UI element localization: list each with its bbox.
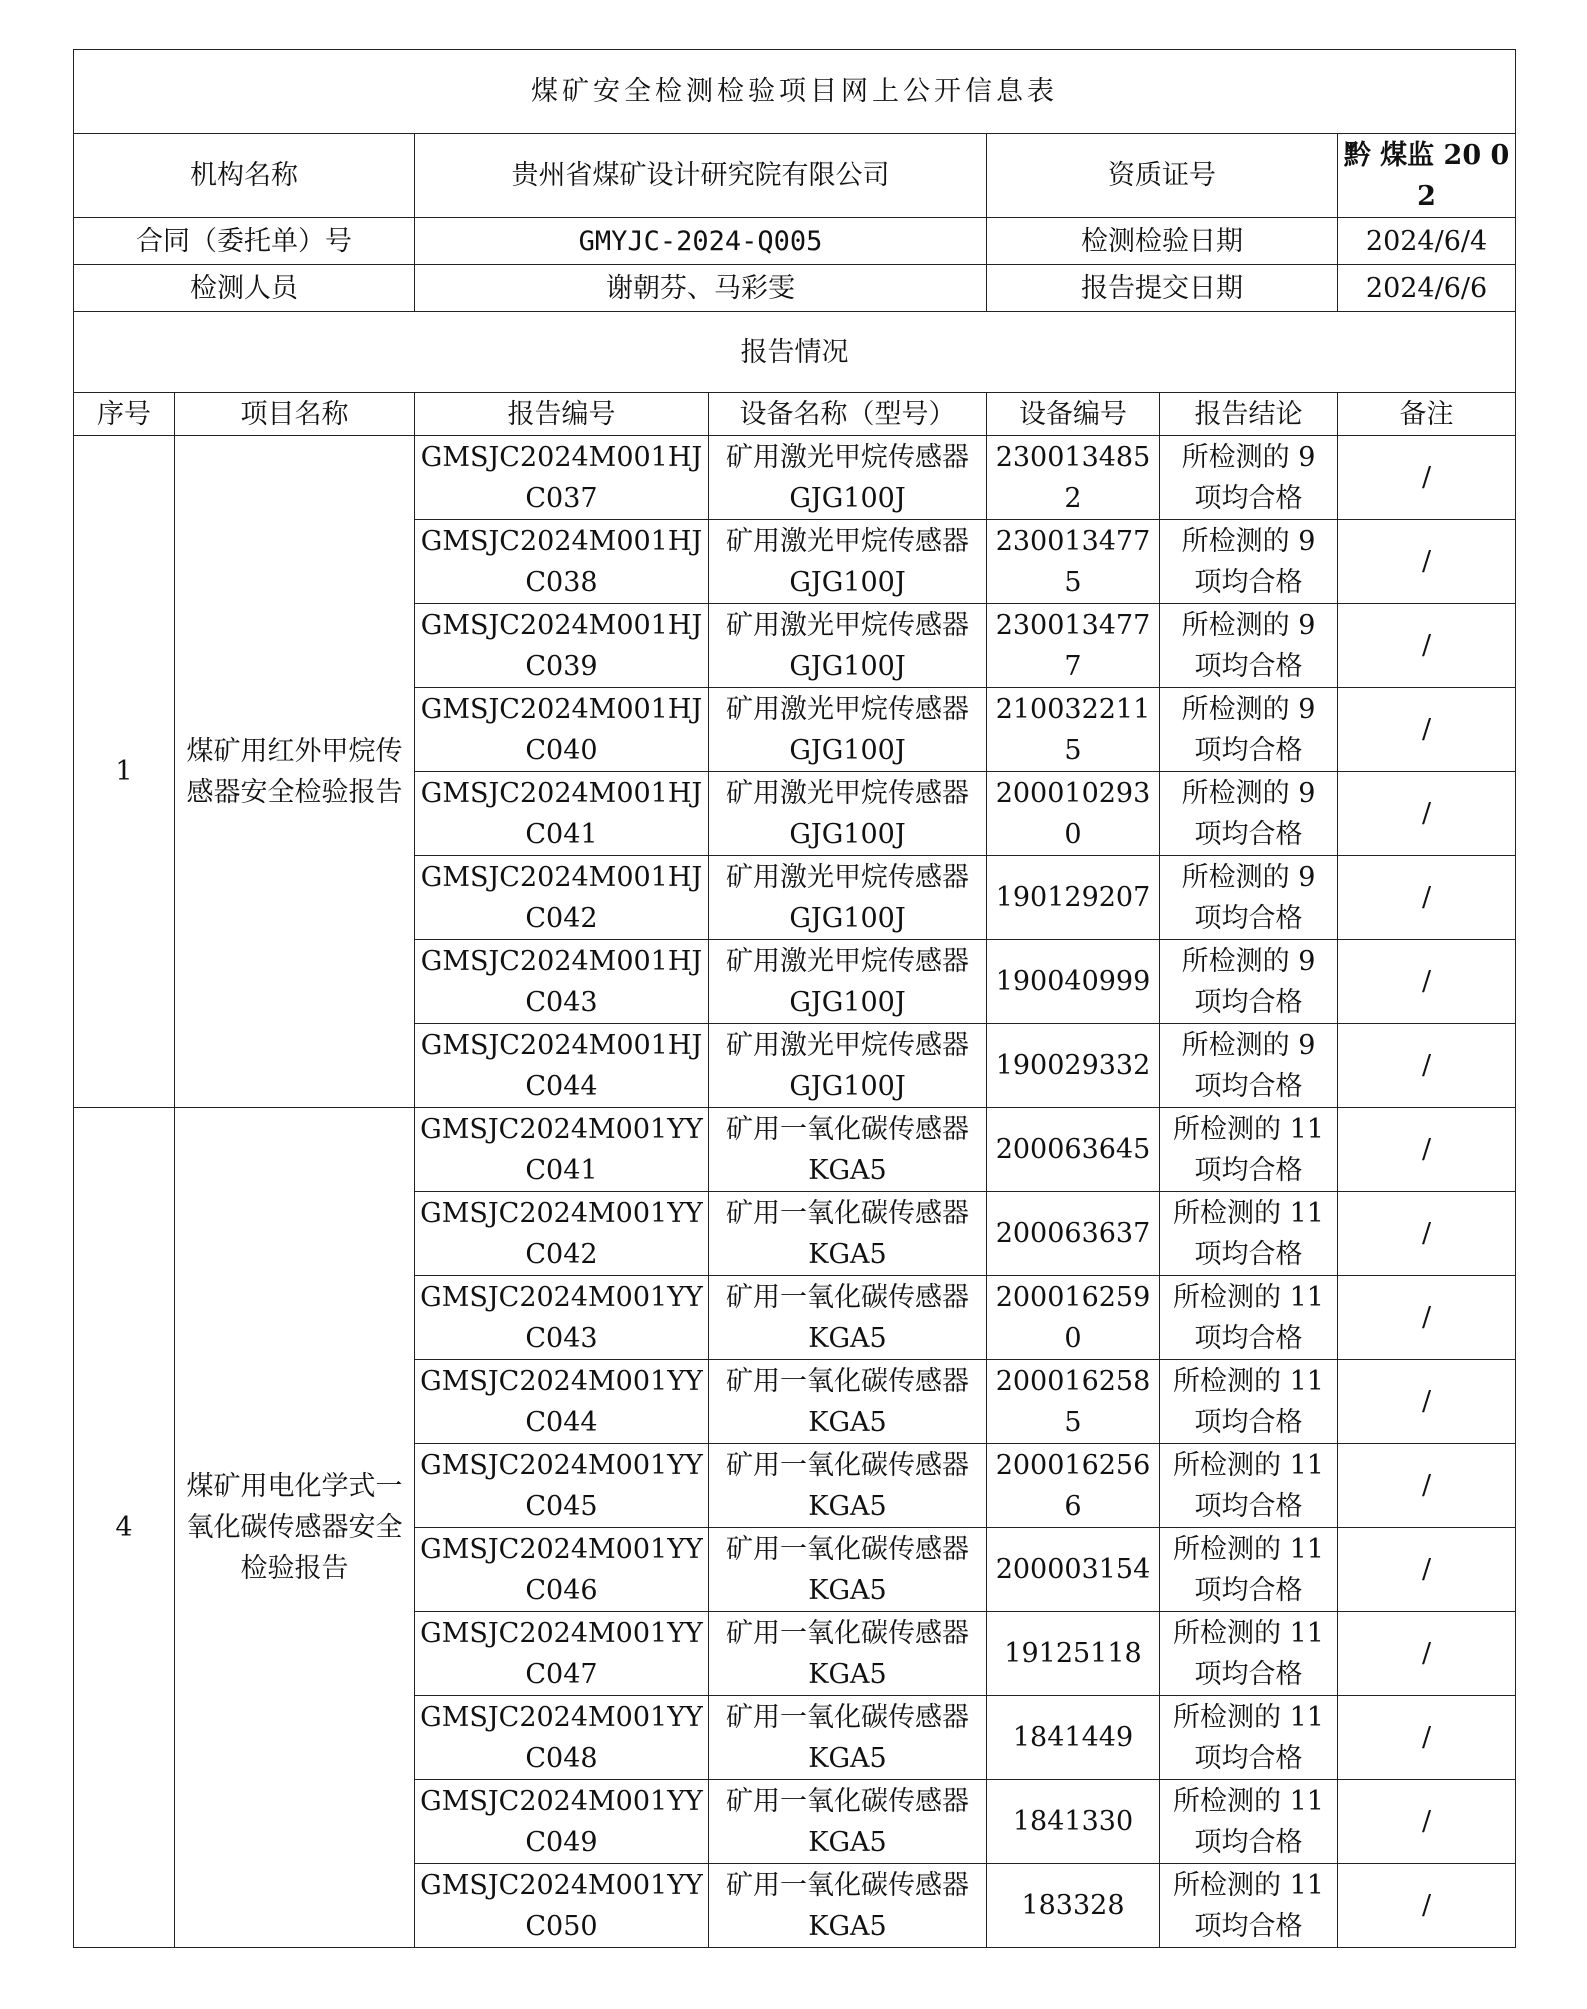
device-name-cell: 矿用一氧化碳传感器 KGA5 — [709, 1864, 987, 1948]
column-header-row — [74, 393, 1516, 436]
column-header: 报告编号 — [415, 393, 709, 436]
device-no-cell: 200003154 — [987, 1528, 1160, 1612]
report-no-cell: GMSJC2024M001HJC042 — [415, 856, 709, 940]
device-name-cell: 矿用激光甲烷传感器 GJG100J — [709, 520, 987, 604]
remark-cell: / — [1338, 604, 1516, 688]
remark-cell: / — [1338, 1108, 1516, 1192]
report-no-cell: GMSJC2024M001YYC048 — [415, 1696, 709, 1780]
submit-date-label: 报告提交日期 — [987, 265, 1338, 312]
device-no-cell: 200063645 — [987, 1108, 1160, 1192]
column-header: 设备名称（型号） — [709, 393, 987, 436]
device-name-cell: 矿用一氧化碳传感器 KGA5 — [709, 1360, 987, 1444]
conclusion-cell: 所检测的 9 项均合格 — [1160, 520, 1338, 604]
test-date-value: 2024/6/4 — [1338, 218, 1516, 265]
column-header: 备注 — [1338, 393, 1516, 436]
device-no-cell: 1841449 — [987, 1696, 1160, 1780]
submit-date-value: 2024/6/6 — [1338, 265, 1516, 312]
device-name-cell: 矿用激光甲烷传感器 GJG100J — [709, 688, 987, 772]
column-header: 项目名称 — [175, 393, 415, 436]
report-no-cell: GMSJC2024M001HJC041 — [415, 772, 709, 856]
org-value: 贵州省煤矿设计研究院有限公司 — [415, 134, 987, 218]
remark-cell: / — [1338, 940, 1516, 1024]
device-no-cell: 19125118 — [987, 1612, 1160, 1696]
conclusion-cell: 所检测的 11 项均合格 — [1160, 1612, 1338, 1696]
device-no-cell: 190040999 — [987, 940, 1160, 1024]
remark-cell: / — [1338, 1696, 1516, 1780]
device-no-cell: 2300134777 — [987, 604, 1160, 688]
report-no-cell: GMSJC2024M001YYC045 — [415, 1444, 709, 1528]
conclusion-cell: 所检测的 9 项均合格 — [1160, 772, 1338, 856]
report-no-cell: GMSJC2024M001YYC044 — [415, 1360, 709, 1444]
device-name-cell: 矿用激光甲烷传感器 GJG100J — [709, 436, 987, 520]
conclusion-cell: 所检测的 11 项均合格 — [1160, 1444, 1338, 1528]
report-no-cell: GMSJC2024M001HJC037 — [415, 436, 709, 520]
conclusion-cell: 所检测的 11 项均合格 — [1160, 1360, 1338, 1444]
report-no-cell: GMSJC2024M001YYC042 — [415, 1192, 709, 1276]
remark-cell: / — [1338, 856, 1516, 940]
conclusion-cell: 所检测的 11 项均合格 — [1160, 1276, 1338, 1360]
report-no-cell: GMSJC2024M001HJC038 — [415, 520, 709, 604]
report-no-cell: GMSJC2024M001YYC046 — [415, 1528, 709, 1612]
report-no-cell: GMSJC2024M001HJC040 — [415, 688, 709, 772]
staff-value: 谢朝芬、马彩雯 — [415, 265, 987, 312]
cert-label: 资质证号 — [987, 134, 1338, 218]
conclusion-cell: 所检测的 9 项均合格 — [1160, 436, 1338, 520]
conclusion-cell: 所检测的 11 项均合格 — [1160, 1780, 1338, 1864]
remark-cell: / — [1338, 1780, 1516, 1864]
device-name-cell: 矿用一氧化碳传感器 KGA5 — [709, 1192, 987, 1276]
test-date-label: 检测检验日期 — [987, 218, 1338, 265]
report-no-cell: GMSJC2024M001HJC039 — [415, 604, 709, 688]
column-header: 设备编号 — [987, 393, 1160, 436]
conclusion-cell: 所检测的 11 项均合格 — [1160, 1192, 1338, 1276]
contract-label: 合同（委托单）号 — [74, 218, 415, 265]
device-name-cell: 矿用一氧化碳传感器 KGA5 — [709, 1528, 987, 1612]
remark-cell: / — [1338, 1192, 1516, 1276]
device-name-cell: 矿用激光甲烷传感器 GJG100J — [709, 772, 987, 856]
remark-cell: / — [1338, 436, 1516, 520]
report-no-cell: GMSJC2024M001YYC043 — [415, 1276, 709, 1360]
device-no-cell: 190029332 — [987, 1024, 1160, 1108]
device-name-cell: 矿用一氧化碳传感器 KGA5 — [709, 1696, 987, 1780]
column-header: 报告结论 — [1160, 393, 1338, 436]
device-name-cell: 矿用一氧化碳传感器 KGA5 — [709, 1612, 987, 1696]
remark-cell: / — [1338, 1444, 1516, 1528]
remark-cell: / — [1338, 1276, 1516, 1360]
device-name-cell: 矿用激光甲烷传感器 GJG100J — [709, 1024, 987, 1108]
device-no-cell: 2000162566 — [987, 1444, 1160, 1528]
remark-cell: / — [1338, 1864, 1516, 1948]
device-no-cell: 2000162585 — [987, 1360, 1160, 1444]
device-no-cell: 2300134852 — [987, 436, 1160, 520]
table-row — [74, 436, 1516, 520]
seq-cell: 1 — [74, 436, 175, 1108]
report-no-cell: GMSJC2024M001YYC050 — [415, 1864, 709, 1948]
conclusion-cell: 所检测的 11 项均合格 — [1160, 1864, 1338, 1948]
remark-cell: / — [1338, 1024, 1516, 1108]
conclusion-cell: 所检测的 9 项均合格 — [1160, 856, 1338, 940]
conclusion-cell: 所检测的 9 项均合格 — [1160, 604, 1338, 688]
device-no-cell: 2100322115 — [987, 688, 1160, 772]
device-no-cell: 1841330 — [987, 1780, 1160, 1864]
device-name-cell: 矿用一氧化碳传感器 KGA5 — [709, 1444, 987, 1528]
conclusion-cell: 所检测的 9 项均合格 — [1160, 1024, 1338, 1108]
device-no-cell: 2000102930 — [987, 772, 1160, 856]
conclusion-cell: 所检测的 11 项均合格 — [1160, 1696, 1338, 1780]
remark-cell: / — [1338, 688, 1516, 772]
contract-value: GMYJC-2024-Q005 — [415, 218, 987, 265]
cert-value: 黔 煤监 20 02 — [1338, 134, 1516, 218]
table-row — [74, 1108, 1516, 1192]
remark-cell: / — [1338, 520, 1516, 604]
device-no-cell: 2000162590 — [987, 1276, 1160, 1360]
report-no-cell: GMSJC2024M001YYC047 — [415, 1612, 709, 1696]
device-name-cell: 矿用一氧化碳传感器 KGA5 — [709, 1108, 987, 1192]
report-section-title: 报告情况 — [74, 312, 1516, 393]
remark-cell: / — [1338, 1360, 1516, 1444]
info-table — [73, 49, 1516, 1948]
staff-label: 检测人员 — [74, 265, 415, 312]
device-name-cell: 矿用激光甲烷传感器 GJG100J — [709, 604, 987, 688]
conclusion-cell: 所检测的 11 项均合格 — [1160, 1108, 1338, 1192]
device-name-cell: 矿用激光甲烷传感器 GJG100J — [709, 856, 987, 940]
conclusion-cell: 所检测的 11 项均合格 — [1160, 1528, 1338, 1612]
conclusion-cell: 所检测的 9 项均合格 — [1160, 688, 1338, 772]
device-no-cell: 190129207 — [987, 856, 1160, 940]
project-name-cell: 煤矿用电化学式一氧化碳传感器安全检验报告 — [175, 1108, 415, 1948]
device-name-cell: 矿用一氧化碳传感器 KGA5 — [709, 1780, 987, 1864]
remark-cell: / — [1338, 1528, 1516, 1612]
remark-cell: / — [1338, 772, 1516, 856]
seq-cell: 4 — [74, 1108, 175, 1948]
device-no-cell: 200063637 — [987, 1192, 1160, 1276]
conclusion-cell: 所检测的 9 项均合格 — [1160, 940, 1338, 1024]
report-no-cell: GMSJC2024M001YYC049 — [415, 1780, 709, 1864]
device-no-cell: 2300134775 — [987, 520, 1160, 604]
report-no-cell: GMSJC2024M001YYC041 — [415, 1108, 709, 1192]
project-name-cell: 煤矿用红外甲烷传感器安全检验报告 — [175, 436, 415, 1108]
device-name-cell: 矿用一氧化碳传感器 KGA5 — [709, 1276, 987, 1360]
report-no-cell: GMSJC2024M001HJC043 — [415, 940, 709, 1024]
remark-cell: / — [1338, 1612, 1516, 1696]
org-label: 机构名称 — [74, 134, 415, 218]
page-title: 煤矿安全检测检验项目网上公开信息表 — [74, 50, 1516, 134]
device-no-cell: 183328 — [987, 1864, 1160, 1948]
device-name-cell: 矿用激光甲烷传感器 GJG100J — [709, 940, 987, 1024]
report-no-cell: GMSJC2024M001HJC044 — [415, 1024, 709, 1108]
column-header: 序号 — [74, 393, 175, 436]
